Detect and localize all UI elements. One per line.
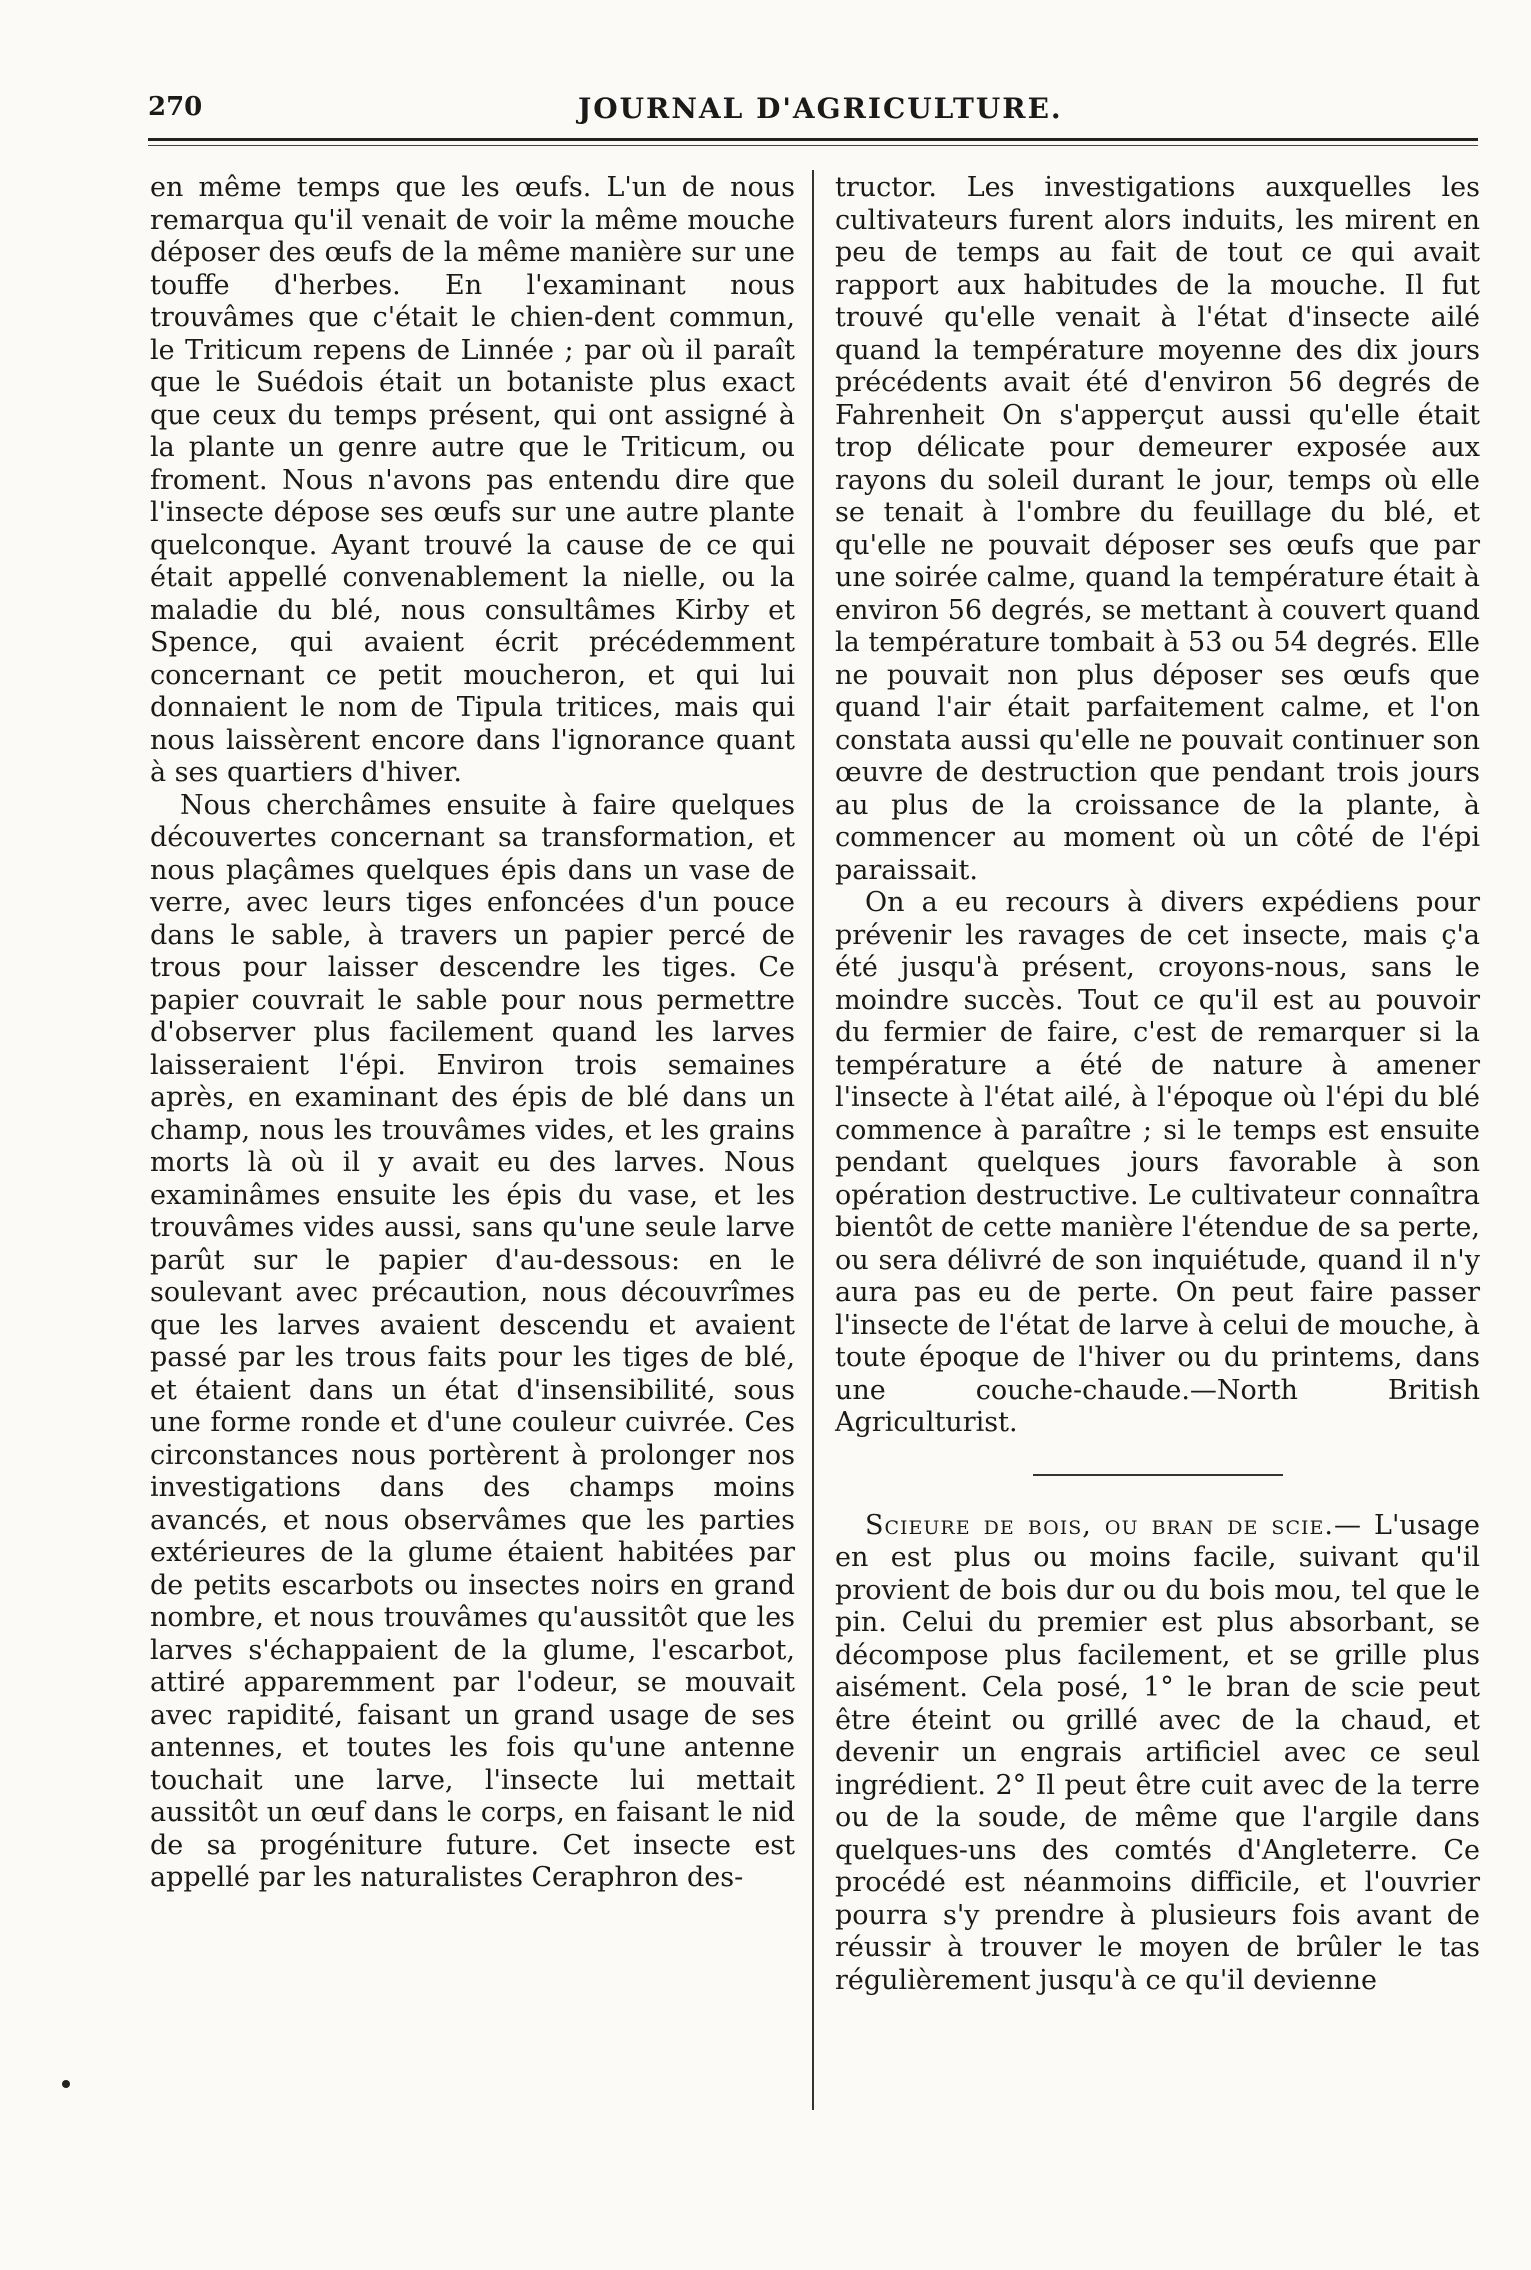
left-paragraph-1: en même temps que les œufs. L'un de nous remarqua qu'il venait de voir la même mouche déposer des œufs de la même manière sur une touffe d'herbes. En l'examinant nous trouvâmes que c'était le chien-dent commun, le Triticum repens de Linnée ; par où il paraît que le Suédois était un botaniste plus exact que ceux du temps présent, qui ont assigné à la plante un genre autre que le Triticum, ou froment. Nous n'avons pas entendu dire que l'insecte dépose ses œufs sur une autre plante quelconque. Ayant trouvé la cause de ce qui était appellé convenablement la nielle, ou la maladie du blé, nous consultâmes Kirby et Spence, qui avaient écrit précédemment concernant ce petit moucheron, et qui lui donnaient le nom de Tipula tritices, mais qui nous laissèrent encore dans l'ignorance quant à ses quartiers d'hiver.: [150, 172, 795, 788]
header-rule: [148, 138, 1478, 141]
column-divider: [812, 170, 814, 2110]
left-paragraph-2: Nous cherchâmes ensuite à faire quelques découvertes concernant sa transformation, et nous plaçâmes quelques épis dans un vase de verre, avec leurs tiges enfoncées d'un pouce dans le sable, à travers un papier percé de trous pour laisser descendre les tiges. Ce papier couvrait le sable pour nous permettre d'observer plus facilement quand les larves laisseraient l'épi. Environ trois semaines après, en examinant des épis de blé dans un champ, nous les trouvâmes vides, et les grains morts là où il y avait eu des larves. Nous examinâmes ensuite les épis du vase, et les trouvâmes vides aussi, sans qu'une seule larve parût sur le papier d'au-dessous: en le soulevant avec précaution, nous découvrîmes que les larves avaient descendu et avaient passé par les trous faits pour les tiges de blé, et étaient dans un état d'insensibilité, sous une forme ronde et d'une couleur cuivrée. Ces circonstances nous portèrent à prolonger nos investigations dans des champs moins avancés, et nous observâmes que les parties extérieures de la glume étaient habitées par de petits escarbots ou insectes noirs en grand nombre, et nous trouvâmes qu'aussitôt que les larves s'échappaient de la glume, l'escarbot, attiré apparemment par l'odeur, se mouvait avec rapidité, faisant un grand usage de ses antennes, et toutes les fois qu'une antenne touchait une larve, l'insecte lui mettait aussitôt un œuf dans le corps, en faisant le nid de sa progéniture future. Cet insecte est appellé par les naturalistes Ceraphron des-: [150, 789, 795, 1893]
page-header: [148, 92, 1478, 132]
section-body: L'usage en est plus ou moins facile, suivant qu'il provient de bois dur ou du bois mou, tel que le pin. Celui du premier est plus absorbant, se décompose plus facilement, et se grille plus aisément. Cela posé, 1° le bran de scie peut être éteint ou grillé avec de la chaud, et devenir un engrais artificiel avec ce seul ingrédient. 2° Il peut être cuit avec de la terre ou de la soude, de même que l'argile dans quelques-uns des comtés d'Angleterre. Ce procédé est néanmoins difficile, et l'ouvrier pourra s'y prendre à plusieurs fois avant de réussir à trouver le moyen de brûler le tas régulièrement jusqu'à ce qu'il devienne: [835, 1509, 1480, 1996]
running-title: JOURNAL D'AGRICULTURE.: [578, 92, 1063, 125]
section-title: Scieure de bois, ou bran de scie.—: [865, 1509, 1362, 1541]
header-rule-thin: [148, 145, 1478, 146]
right-column: [835, 172, 1480, 1997]
section-divider: [1033, 1474, 1283, 1476]
right-paragraph-2: On a eu recours à divers expédiens pour prévenir les ravages de cet insecte, mais ç'a été jusqu'à présent, croyons-nous, sans le moindre succès. Tout ce qu'il est au pouvoir du fermier de faire, c'est de remarquer si la température a été de nature à amener l'insecte à l'état ailé, à l'époque où l'épi du blé commence à paraître ; si le temps est ensuite pendant quelques jours favorable à son opération destructive. Le cultivateur connaîtra bientôt de cette manière l'étendue de sa perte, ou sera délivré de son inquiétude, quand il n'y aura pas eu de perte. On peut faire passer l'insecte de l'état de larve à celui de mouche, à toute époque de l'hiver ou du printems, dans une couche-chaude.—North British Agriculturist.: [835, 887, 1480, 1438]
section-paragraph: [835, 1510, 1480, 1998]
margin-dot: [62, 2080, 70, 2088]
right-paragraph-1: tructor. Les investigations auxquelles les cultivateurs furent alors induits, les mirent en peu de temps au fait de tout ce qui avait rapport aux habitudes de la mouche. Il fut trouvé qu'elle venait à l'état d'insecte ailé quand la température moyenne des dix jours précédents avait été d'environ 56 degrés de Fahrenheit On s'apperçut aussi qu'elle était trop délicate pour demeurer exposée aux rayons du soleil durant le jour, temps où elle se tenait à l'ombre du feuillage du blé, et qu'elle ne pouvait déposer ses œufs que par une soirée calme, quand la température était à environ 56 degrés, se mettant à couvert quand la température tombait à 53 ou 54 degrés. Elle ne pouvait non plus déposer ses œufs que quand l'air était parfaitement calme, et l'on constata aussi qu'elle ne pouvait continuer son œuvre de destruction que pendant trois jours au plus de la croissance de la plante, à commencer au moment où un côté de l'épi paraissait.: [835, 172, 1480, 886]
left-column: [150, 172, 795, 1895]
page-number: 270: [148, 92, 203, 122]
